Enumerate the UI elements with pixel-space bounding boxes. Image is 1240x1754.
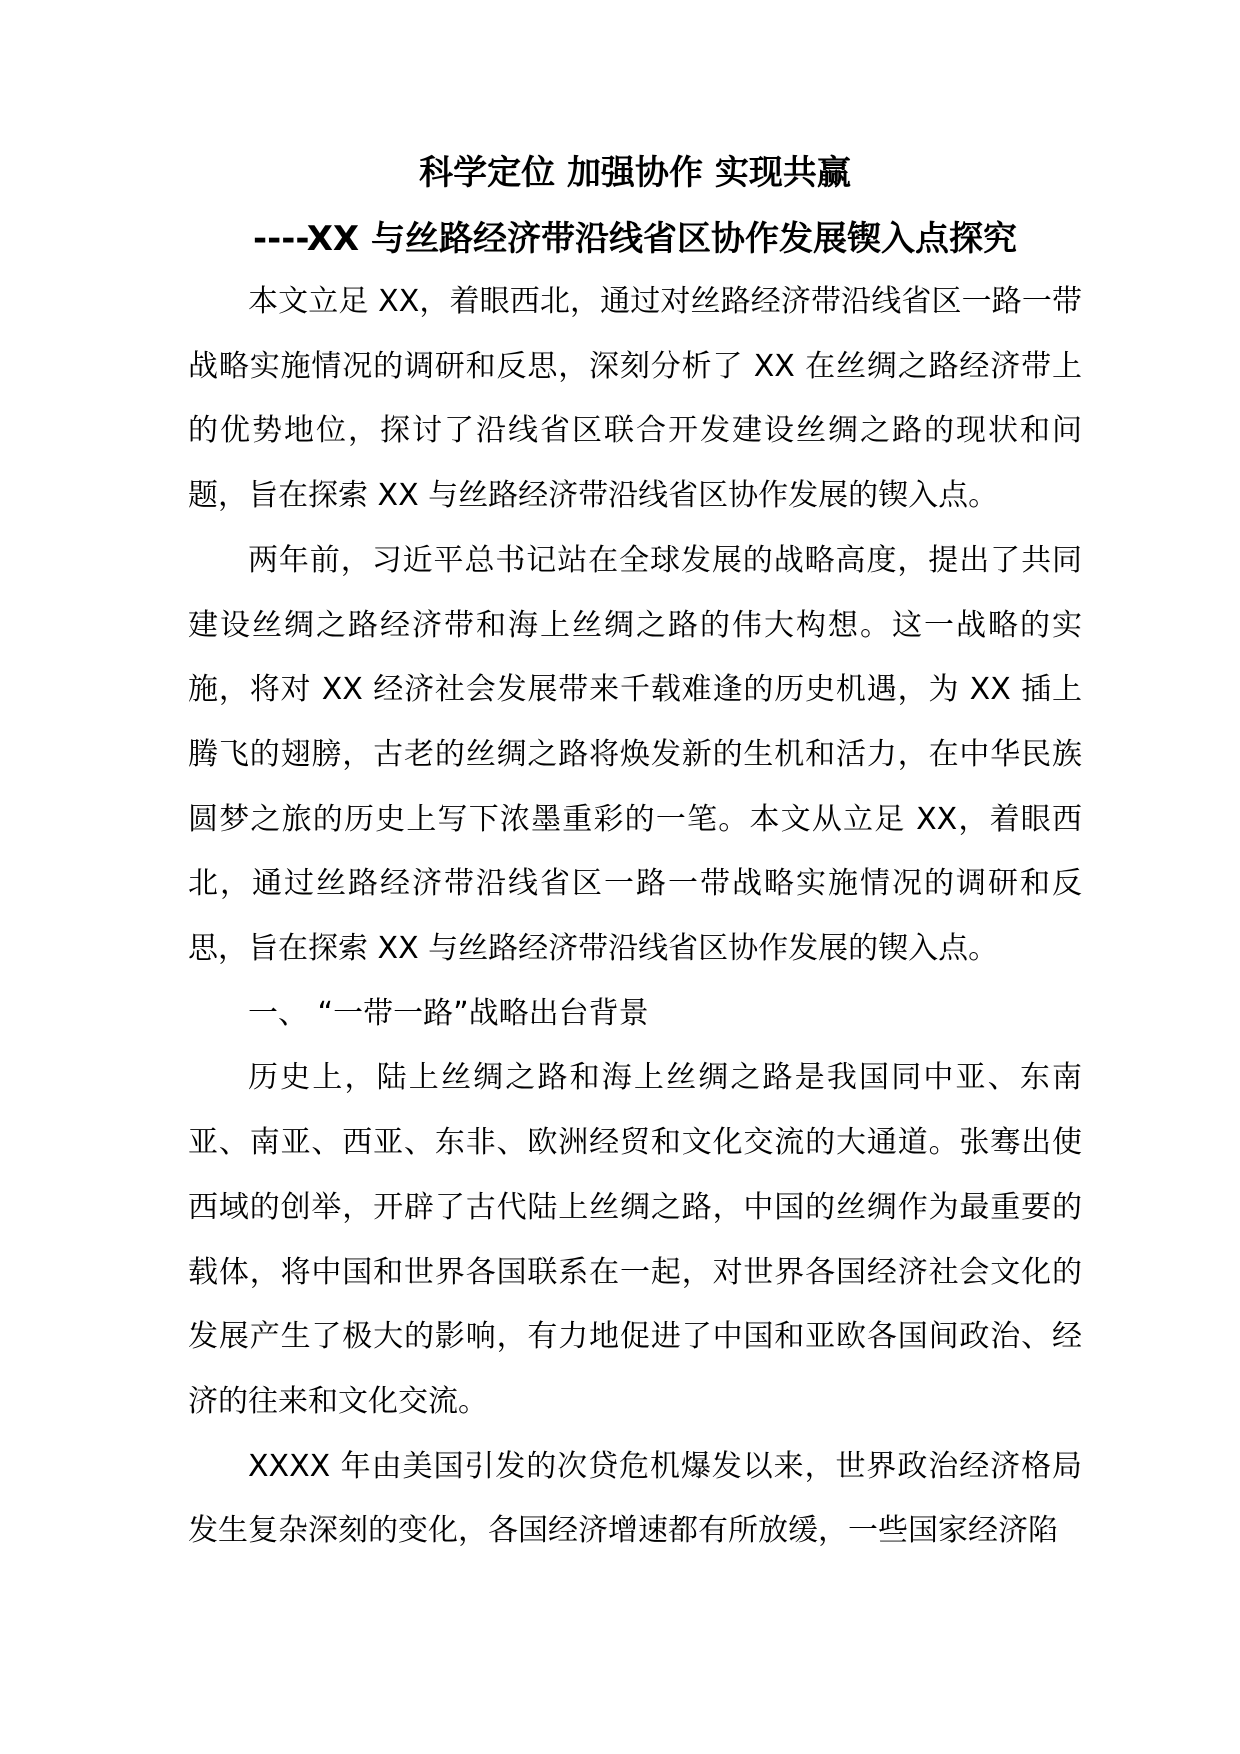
section-paragraph-2: XXXX 年由美国引发的次贷危机爆发以来，世界政治经济格局发生复杂深刻的变化，各国经济增速都有所放缓，一些国家经济陷 [188,1448,1082,1549]
document-subtitle: ----XX 与丝路经济带沿线省区协作发展锲入点探究 [253,219,1017,259]
document-body [188,270,1082,1564]
body-paragraph-2: 两年前，习近平总书记站在全球发展的战略高度，提出了共同建设丝绸之路经济带和海上丝绸之路的伟大构想。这一战略的实施，将对 XX 经济社会发展带来千载难逢的历史机遇，为 XX 插上腾飞的翅膀，古老的丝绸之路将焕发新的生机和活力，在中华民族圆梦之旅的历史上写下浓墨重彩的一笔。本文从立足 XX，着眼西北，通过丝路经济带沿线省区一路一带战略实施情况的调研和反思，旨在探索 XX 与丝路经济带沿线省区协作发展的锲入点。 [188,542,1082,967]
document-content [188,152,1082,1564]
section-paragraph-1: 历史上，陆上丝绸之路和海上丝绸之路是我国同中亚、东南亚、南亚、西亚、东非、欧洲经贸和文化交流的大通道。张骞出使西域的创举，开辟了古代陆上丝绸之路，中国的丝绸作为最重要的载体，将中国和世界各国联系在一起，对世界各国经济社会文化的发展产生了极大的影响，有力地促进了中国和亚欧各国间政治、经济的往来和文化交流。 [188,1060,1082,1419]
document-title: 科学定位 加强协作 实现共赢 [419,153,851,193]
section-heading: 一、 “一带一路”战略出台背景 [248,995,649,1031]
body-paragraph-1: 本文立足 XX，着眼西北，通过对丝路经济带沿线省区一路一带战略实施情况的调研和反思，深刻分析了 XX 在丝绸之路经济带上的优势地位，探讨了沿线省区联合开发建设丝绸之路的现状和问题，旨在探索 XX 与丝路经济带沿线省区协作发展的锲入点。 [188,284,1082,514]
